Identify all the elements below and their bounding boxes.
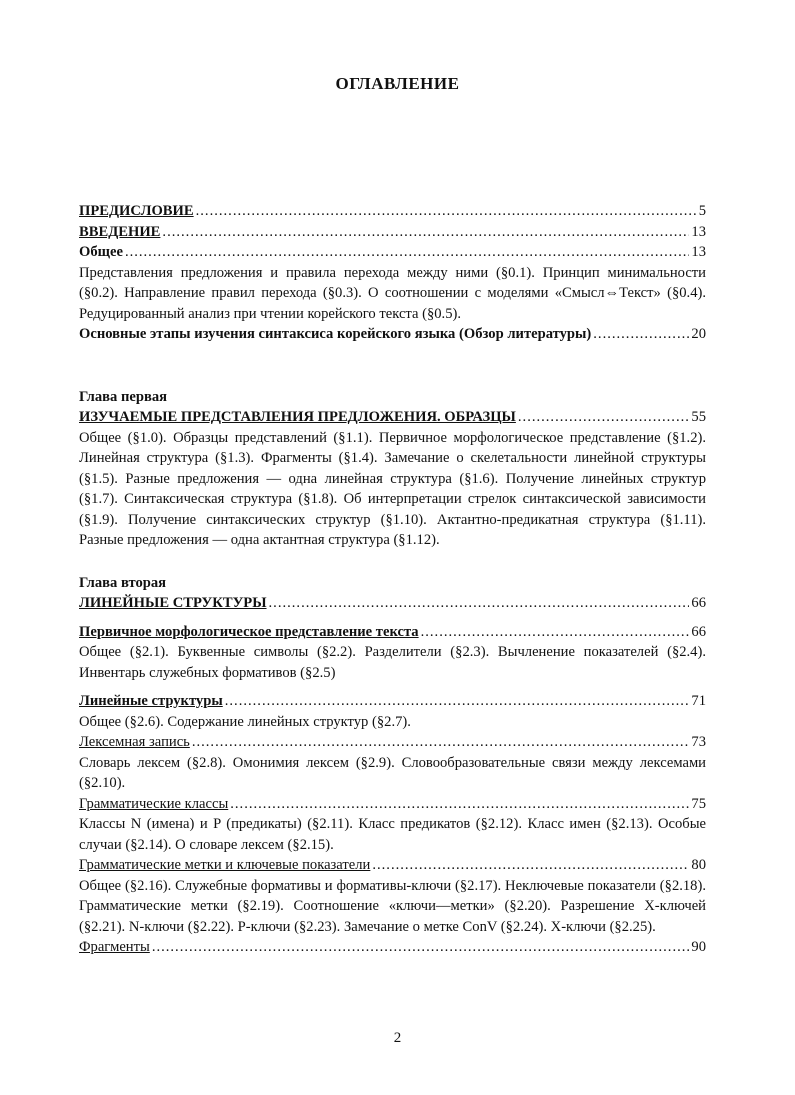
- toc-entry-label: ПРЕДИСЛОВИЕ: [79, 203, 194, 219]
- toc-description: Общее (§2.6). Содержание линейных структур (§2.7).: [79, 713, 411, 730]
- toc-entry-label: Первичное морфологическое представление текста: [79, 623, 419, 640]
- dot-leader: [192, 732, 690, 753]
- toc-entry-label: Лексемная запись: [79, 734, 190, 750]
- toc-entry-linear[interactable]: [79, 691, 706, 712]
- dot-leader: [518, 407, 690, 428]
- toc-entry-chapter1[interactable]: [79, 407, 706, 428]
- toc-entry-label: ИЗУЧАЕМЫЕ ПРЕДСТАВЛЕНИЯ ПРЕДЛОЖЕНИЯ. ОБРАЗЦЫ: [79, 409, 516, 425]
- page-title: ОГЛАВЛЕНИЕ: [335, 74, 460, 93]
- table-of-contents: [79, 201, 706, 958]
- toc-page-number: 13: [691, 223, 706, 240]
- toc-entry-tags[interactable]: [79, 855, 706, 876]
- toc-page-number: 66: [691, 595, 706, 611]
- page-number: 2: [393, 1030, 402, 1046]
- toc-entry-label: Фрагменты: [79, 939, 150, 955]
- toc-page-number: 90: [691, 939, 706, 955]
- toc-entry-label: Линейные структуры: [79, 693, 223, 709]
- toc-entry-preface[interactable]: [79, 201, 706, 222]
- toc-entry-morph[interactable]: [79, 622, 706, 643]
- toc-description: Словарь лексем (§2.8). Омонимия лексем (§2.9). Словообразовательные связи между лексемами (§2.10).: [79, 754, 706, 791]
- toc-entry-lexeme[interactable]: [79, 732, 706, 753]
- toc-entry-label: ВВЕДЕНИЕ: [79, 223, 161, 240]
- dot-leader: [230, 794, 689, 815]
- toc-page-number: 13: [691, 244, 706, 260]
- toc-entry-label: Общее: [79, 244, 123, 260]
- toc-page-number: 80: [691, 857, 706, 873]
- dot-leader: [152, 937, 690, 958]
- dot-leader: [125, 242, 689, 263]
- toc-description: Общее (§2.1). Буквенные символы (§2.2). Разделители (§2.3). Вычленение показателей (§2.4). Инвентарь служебных формативов (§2.5): [79, 644, 706, 681]
- toc-page-number: 20: [691, 326, 706, 342]
- dot-leader: [593, 324, 689, 345]
- dot-leader: [162, 222, 689, 243]
- toc-entry-introduction[interactable]: [79, 222, 706, 243]
- dot-leader: [196, 201, 697, 222]
- toc-description: Общее (§1.0). Образцы представлений (§1.1). Первичное морфологическое представление (§1.2). Линейная структура (§1.3). Фрагменты (§1.4). Замечание о скелетальности линейной структуры (§1.5). Разные предложения — одна линейная структура (§1.6). Получение линейных структур (§1.7). Синтаксическая структура (§1.8). Об интерпретации стрелок синтаксической зависимости (§1.9). Получение синтаксических структур (§1.10). Актантно-предикатная структура (§1.11). Разные предложения — одна актантная структура (§1.12).: [79, 429, 706, 548]
- toc-page-number: 66: [691, 623, 706, 640]
- toc-description: Классы N (имена) и P (предикаты) (§2.11). Класс предикатов (§2.12). Класс имен (§2.13). Особые случаи (§2.14). О словаре лексем (§2.15).: [79, 816, 706, 853]
- toc-page-number: 55: [691, 409, 706, 425]
- dot-leader: [372, 855, 689, 876]
- toc-page-number: 71: [691, 693, 706, 709]
- toc-description: Общее (§2.16). Служебные формативы и формативы-ключи (§2.17). Неключевые показатели (§2.18). Грамматические метки (§2.19). Соотношение «ключи—метки» (§2.20). Разрешение X-ключей (§2.21). N-ключи (§2.22). P-ключи (§2.23). Замечание о метке ConV (§2.24). X-ключи (§2.25).: [79, 877, 706, 935]
- toc-page-number: 5: [698, 203, 706, 219]
- chapter-label: Глава первая: [79, 388, 168, 405]
- toc-page-number: 73: [691, 734, 706, 750]
- toc-entry-label: Грамматические метки и ключевые показатели: [79, 857, 371, 873]
- toc-entry-fragments[interactable]: [79, 937, 706, 958]
- toc-entry-grammar[interactable]: [79, 794, 706, 815]
- toc-entry-general[interactable]: [79, 242, 706, 263]
- toc-description: Представления предложения и правила перехода между ними (§0.1). Принцип минимальности (§0.2). Направление правил перехода (§0.3). О соотношении с моделями «Смысл⇔Текст» (§0.4). Редуцированный анализ при чтении корейского текста (§0.5).: [79, 264, 706, 322]
- toc-entry-label: Основные этапы изучения синтаксиса корейского языка (Обзор литературы): [79, 326, 592, 342]
- dot-leader: [225, 691, 690, 712]
- toc-entry-stages[interactable]: [79, 324, 706, 345]
- toc-page-number: 75: [691, 795, 706, 812]
- toc-entry-chapter2[interactable]: [79, 593, 706, 614]
- toc-entry-label: Грамматические классы: [79, 795, 229, 812]
- dot-leader: [421, 622, 690, 643]
- toc-entry-label: ЛИНЕЙНЫЕ СТРУКТУРЫ: [79, 595, 267, 611]
- dot-leader: [269, 593, 690, 614]
- chapter-label: Глава вторая: [79, 574, 167, 591]
